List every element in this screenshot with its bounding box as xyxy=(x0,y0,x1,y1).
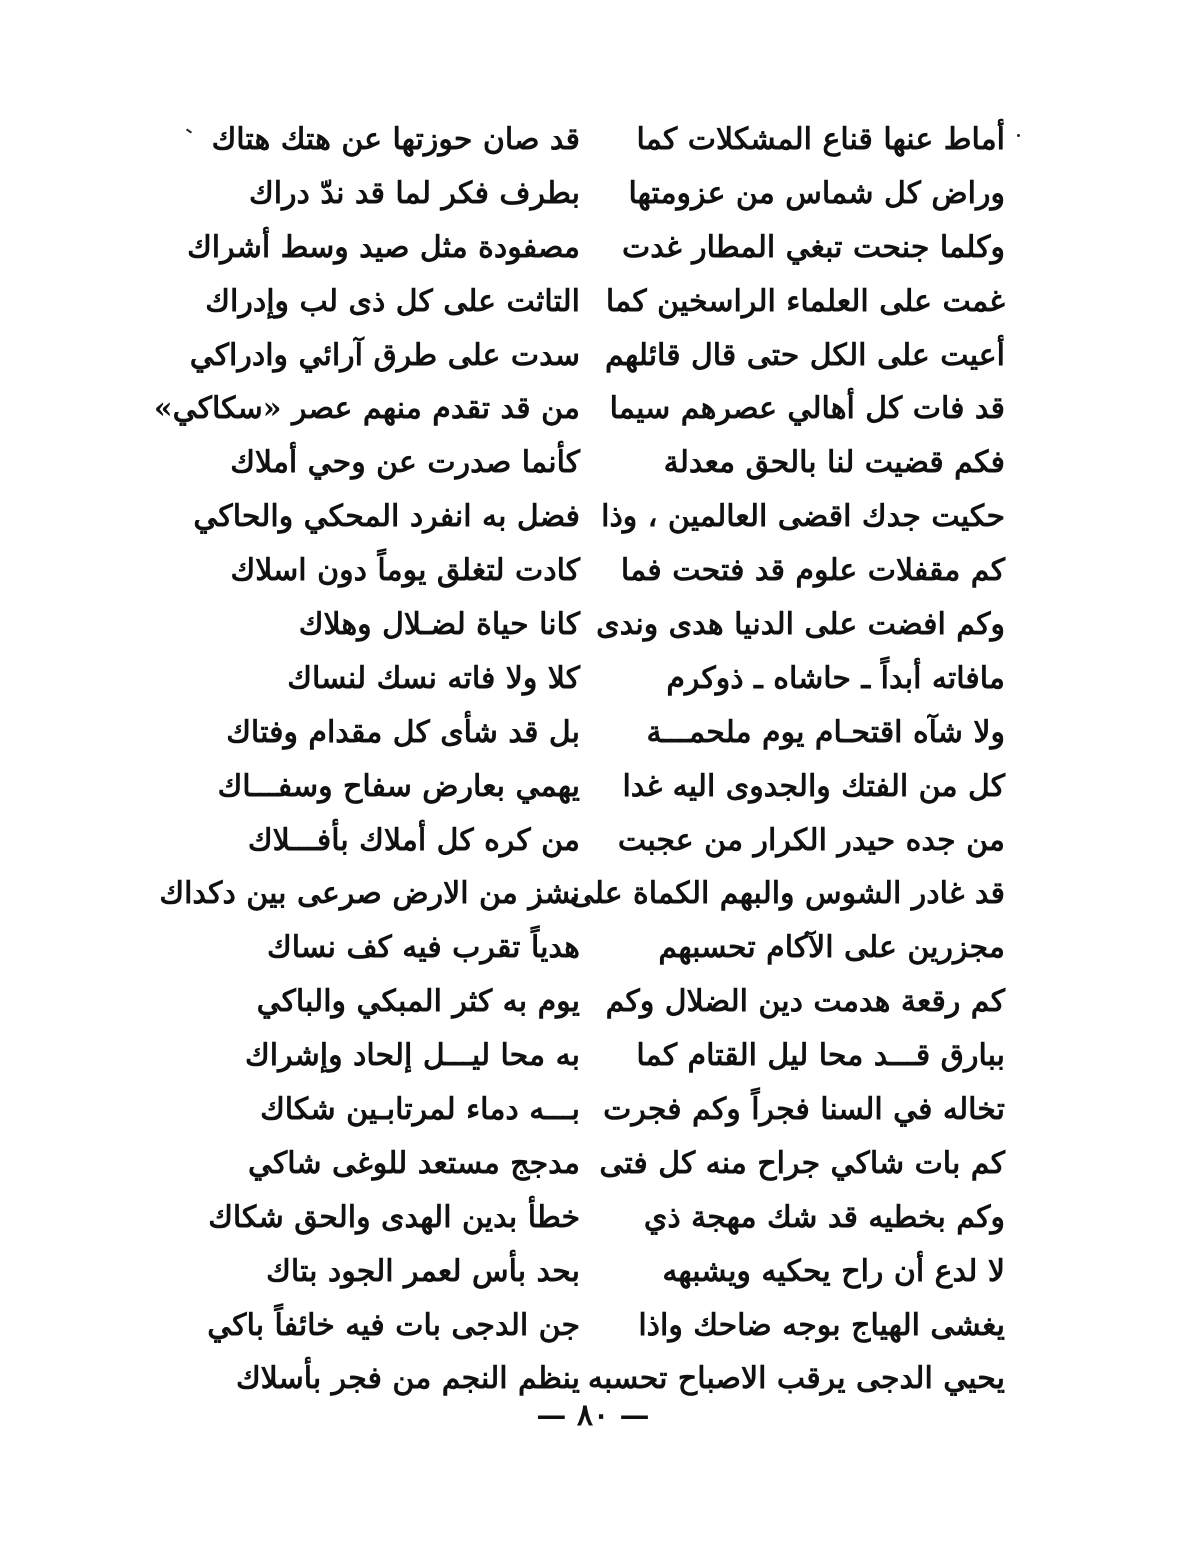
verse-line xyxy=(205,167,1005,221)
verse-line xyxy=(205,652,1005,706)
verse-line xyxy=(205,1191,1005,1245)
first-hemistich: قد فات كل أهالي عصرهم سيما xyxy=(609,391,1005,427)
first-hemistich: لا لدع أن راح يحكيه ويشبهه xyxy=(662,1253,1005,1289)
verse-line xyxy=(205,275,1005,329)
verse-line xyxy=(205,544,1005,598)
first-hemistich: كم مقفلات علوم قد فتحت فما xyxy=(620,553,1005,589)
poem-body xyxy=(153,113,1005,1406)
first-hemistich: أماط عنها قناع المشكلات كما xyxy=(636,121,1005,157)
first-hemistich: تخاله في السنا فجراً وكم فجرت xyxy=(603,1091,1005,1127)
second-hemistich: يهمي بعارض سفاح وسفـــاك xyxy=(217,768,580,804)
verse-line xyxy=(205,1299,1005,1353)
second-hemistich: جن الدجى بات فيه خائفاً باكي xyxy=(207,1307,580,1343)
first-hemistich: ببارق قـــد محا ليل القتام كما xyxy=(636,1038,1005,1074)
second-hemistich: هدياً تقرب فيه كف نساك xyxy=(267,930,580,966)
second-hemistich: يوم به كثر المبكي والباكي xyxy=(256,984,580,1020)
second-hemistich: فضل به انفرد المحكي والحاكي xyxy=(193,499,580,535)
first-hemistich: مجزرين على الآكام تحسبهم xyxy=(658,930,1005,966)
verse-line xyxy=(205,921,1005,975)
second-hemistich: من قد تقدم منهم عصر «سكاكي» xyxy=(153,391,580,427)
verse-line xyxy=(205,436,1005,490)
page-number: — ٨٠ — xyxy=(536,1398,650,1433)
verse-line xyxy=(205,975,1005,1029)
first-hemistich: وكم بخطيه قد شك مهجة ذي xyxy=(643,1199,1005,1235)
second-hemistich: بطرف فكر لما قد ندّ دراك xyxy=(248,175,580,211)
first-hemistich: وكلما جنحت تبغي المطار غدت xyxy=(622,229,1005,265)
verse-line xyxy=(153,382,1005,436)
first-hemistich: من جده حيدر الكرار من عجبت xyxy=(617,822,1005,858)
verse-line xyxy=(205,706,1005,760)
second-hemistich: كلا ولا فاته نسك لنساك xyxy=(287,660,580,696)
verse-line xyxy=(193,490,1005,544)
ink-speck xyxy=(1017,134,1020,137)
verse-line xyxy=(159,867,1005,921)
first-hemistich: يغشى الهياج بوجه ضاحك واذا xyxy=(638,1307,1005,1343)
first-hemistich: كم رقعة هدمت دين الضلال وكم xyxy=(605,984,1005,1020)
verse-line xyxy=(205,1083,1005,1137)
first-hemistich: حكيت جدك اقضى العالمين ، وذا xyxy=(601,499,1005,535)
verse-line xyxy=(189,329,1005,383)
second-hemistich: سدت على طرق آرائي وادراكي xyxy=(189,337,580,373)
second-hemistich: التاثت على كل ذى لب وإدراك xyxy=(205,283,580,319)
first-hemistich: وكم افضت على الدنيا هدى وندى xyxy=(596,606,1005,642)
second-hemistich: قد صان حوزتها عن هتك هتاك xyxy=(211,121,580,157)
ink-mark xyxy=(186,128,192,133)
second-hemistich: كأنما صدرت عن وحي أملاك xyxy=(230,445,580,481)
second-hemistich: من كره كل أملاك بأفـــلاك xyxy=(247,822,580,858)
first-hemistich: ولا شآه اقتحـام يوم ملحمـــة xyxy=(646,714,1005,750)
verse-line xyxy=(205,1137,1005,1191)
verse-line xyxy=(205,760,1005,814)
first-hemistich: يحيي الدجى يرقب الاصباح تحسبه xyxy=(587,1361,1005,1397)
first-hemistich: قد غادر الشوس والبهم الكماة على xyxy=(569,876,1005,912)
verse-line xyxy=(205,1029,1005,1083)
verse-line xyxy=(205,598,1005,652)
first-hemistich: وراض كل شماس من عزومتها xyxy=(628,175,1005,211)
second-hemistich: خطأ بدين الهدى والحق شكاك xyxy=(208,1199,580,1235)
verse-line xyxy=(205,814,1005,868)
second-hemistich: بحد بأس لعمر الجود بتاك xyxy=(266,1253,580,1289)
first-hemistich: غمت على العلماء الراسخين كما xyxy=(605,283,1005,319)
second-hemistich: ينظم النجم من فجر بأسلاك xyxy=(235,1361,580,1397)
first-hemistich: كم بات شاكي جراح منه كل فتى xyxy=(599,1145,1005,1181)
second-hemistich: به محا ليـــل إلحاد وإشراك xyxy=(245,1038,580,1074)
first-hemistich: فكم قضيت لنا بالحق معدلة xyxy=(663,445,1005,481)
verse-line xyxy=(205,113,1005,167)
first-hemistich: كل من الفتك والجدوى اليه غدا xyxy=(622,768,1005,804)
second-hemistich: كادت لتغلق يوماً دون اسلاك xyxy=(230,553,580,589)
second-hemistich: بـــه دماء لمرتابـين شكاك xyxy=(260,1091,580,1127)
second-hemistich: كانا حياة لضـلال وهلاك xyxy=(298,606,580,642)
second-hemistich: نشز من الارض صرعى بين دكداك xyxy=(159,876,580,912)
second-hemistich: مدجج مستعد للوغى شاكي xyxy=(248,1145,580,1181)
first-hemistich: مافاته أبداً ـ حاشاه ـ ذوكرم xyxy=(666,660,1005,696)
verse-line xyxy=(205,1245,1005,1299)
verse-line xyxy=(187,221,1005,275)
first-hemistich: أعيت على الكل حتى قال قائلهم xyxy=(604,337,1005,373)
second-hemistich: مصفودة مثل صيد وسط أشراك xyxy=(187,229,580,265)
second-hemistich: بل قد شأى كل مقدام وفتاك xyxy=(226,714,580,750)
